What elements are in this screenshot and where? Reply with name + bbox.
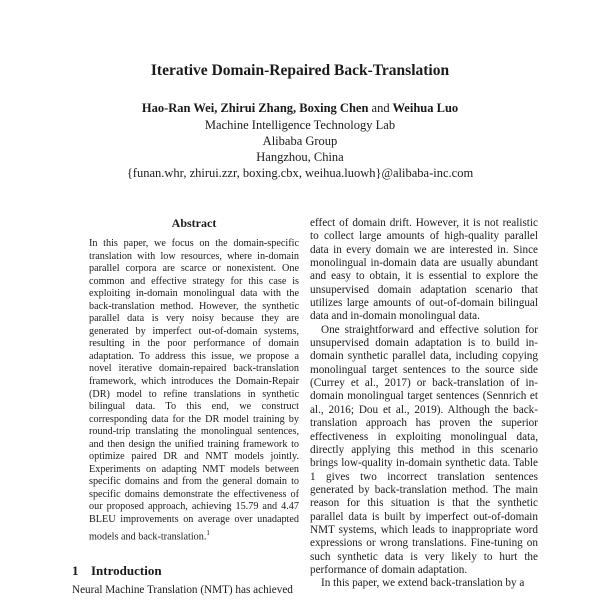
author-emails: {funan.whr, zhirui.zzr, boxing.cbx, weihua.luowh}@alibaba-inc.com bbox=[126, 166, 474, 180]
paragraph-domain-drift: effect of domain drift. However, it is not realistic to collect large amounts of high-quality parallel data in every domain we are interested in. Since monolingual in-domain data are usually abundant and easy to obtain, it is essential to explore the unsupervised domain adaptation scenario that utilizes large amounts of out-of-domain bilingual data and in-domain monolingual data. bbox=[310, 217, 538, 323]
section-title: Introduction bbox=[91, 563, 162, 578]
abstract-heading: Abstract bbox=[171, 216, 217, 230]
paper-title: Iterative Domain-Repaired Back-Translation bbox=[150, 62, 450, 79]
abstract-body bbox=[89, 238, 299, 544]
author-list bbox=[0, 101, 600, 116]
introduction-left-text: Neural Machine Translation (NMT) has achieved bbox=[72, 584, 293, 596]
paragraph-this-paper: In this paper, we extend back-translation by a bbox=[321, 577, 525, 590]
author-conjunction: and bbox=[371, 101, 390, 115]
affiliation-location: Hangzhou, China bbox=[256, 150, 344, 164]
section-number: 1 bbox=[72, 563, 79, 578]
author-name-last: Weihua Luo bbox=[392, 101, 459, 115]
paragraph-solution: One straightforward and effective solution for unsupervised domain adaptation is to build in-domain synthetic parallel data, including copying monolingual target sentences to the source side (Currey et al., 2017) or back-translation of in-domain monolingual target sentences (Sennrich et al., 2016; Dou et al., 2019). Although the back-translation approach has proven the superior effectiveness in exploiting monolingual data, directly applying this method in this scenario brings low-quality in-domain synthetic data. Table 1 gives two incorrect translation sentences generated by back-translation method. The main reason for this situation is that the synthetic parallel data is built by imperfect out-of-domain NMT systems, which leads to inappropriate word expressions or wrong translations. Fine-tuning on such synthetic data is very likely to hurt the performance of domain adaptation. bbox=[310, 323, 538, 576]
right-column bbox=[310, 217, 538, 591]
affiliation-org: Alibaba Group bbox=[262, 134, 338, 148]
affiliation-lab: Machine Intelligence Technology Lab bbox=[204, 118, 396, 132]
author-names: Hao-Ran Wei, Zhirui Zhang, Boxing Chen bbox=[141, 101, 369, 115]
footnote-marker: 1 bbox=[206, 528, 210, 537]
section-heading-introduction bbox=[72, 563, 162, 579]
abstract-text: In this paper, we focus on the domain-specific translation with low resources, where in-domain parallel corpora are scarce or nonexistent. One common and effective strategy for this case is exploiting in-domain monolingual data with the back-translation method. However, the synthetic parallel data is very noisy because they are generated by imperfect out-of-domain systems, resulting in the poor performance of domain adaptation. To address this issue, we propose a novel iterative domain-repaired back-translation framework, which introduces the Domain-Repair (DR) model to refine translations in synthetic bilingual data. To this end, we construct corresponding data for the DR model training by round-trip translating the monolingual sentences, and then design the unified training framework to optimize paired DR and NMT models jointly. Experiments on adapting NMT models between specific domains and from the general domain to specific domains demonstrate the effectiveness of our proposed approach, achieving 15.79 and 4.47 BLEU improvements on average over unadapted models and back-translation. bbox=[89, 238, 299, 542]
